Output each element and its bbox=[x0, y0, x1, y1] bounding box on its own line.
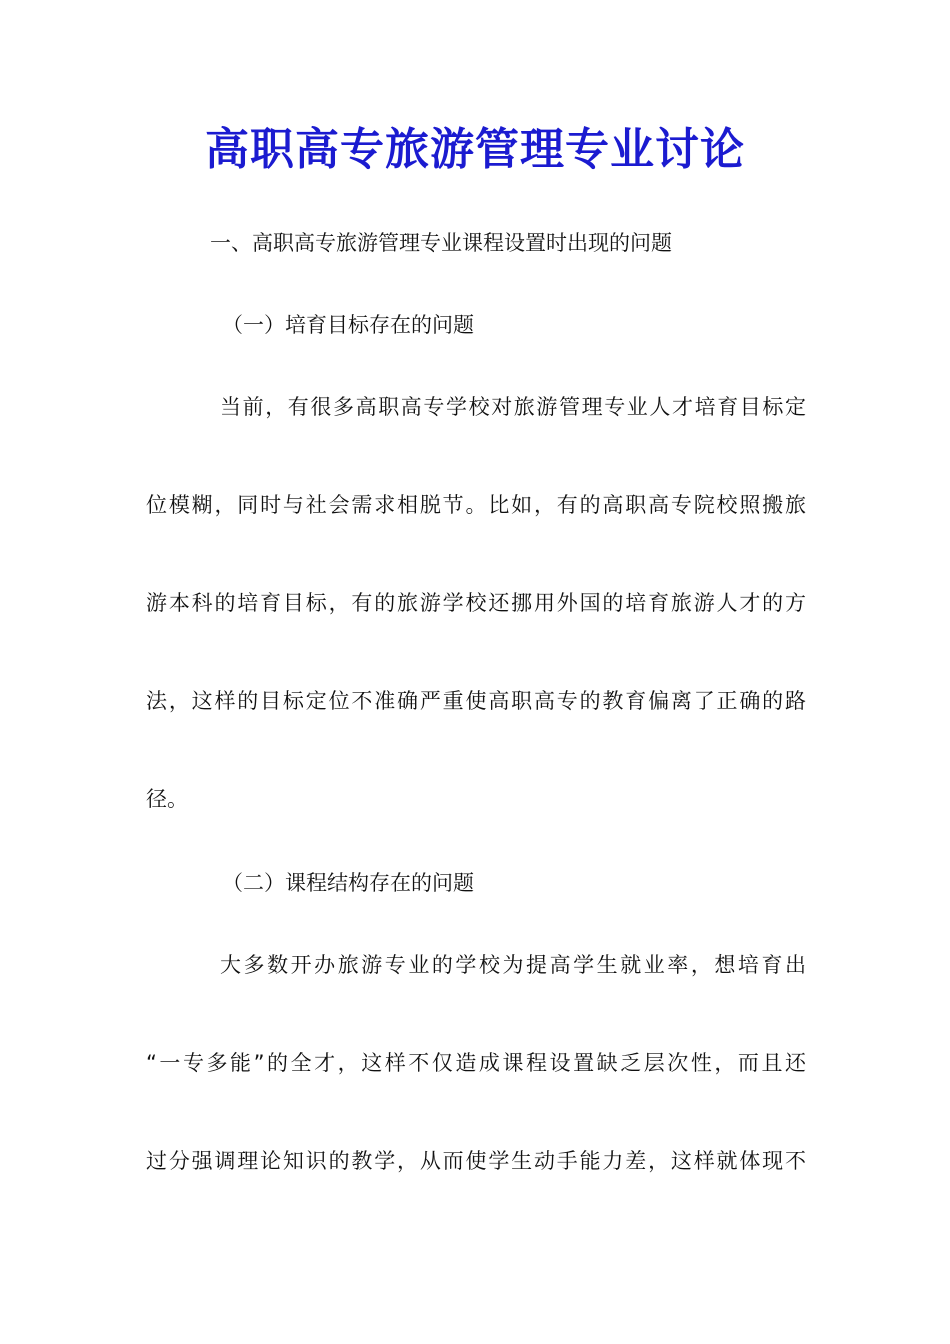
paragraph-line: 过分强调理论知识的教学，从而使学生动手能力差，这样就体现不 bbox=[146, 1149, 806, 1173]
document-title: 高职高专旅游管理专业讨论 bbox=[205, 124, 745, 175]
section-heading-1: 一、高职高专旅游管理专业课程设置时出现的问题 bbox=[210, 231, 672, 255]
paragraph-line: 大多数开办旅游专业的学校为提高学生就业率，想培育出 bbox=[220, 953, 806, 977]
paragraph-line: 法，这样的目标定位不准确严重使高职高专的教育偏离了正确的路 bbox=[146, 689, 806, 713]
subsection-heading-1: （一）培育目标存在的问题 bbox=[222, 313, 474, 337]
subsection-heading-2: （二）课程结构存在的问题 bbox=[222, 871, 474, 895]
paragraph-line: 游本科的培育目标，有的旅游学校还挪用外国的培育旅游人才的方 bbox=[146, 591, 806, 615]
paragraph-line: “一专多能”的全才，这样不仅造成课程设置缺乏层次性，而且还 bbox=[146, 1051, 806, 1075]
paragraph-line: 当前，有很多高职高专学校对旅游管理专业人才培育目标定 bbox=[220, 395, 806, 419]
paragraph-line: 径。 bbox=[146, 787, 188, 811]
paragraph-line: 位模糊，同时与社会需求相脱节。比如，有的高职高专院校照搬旅 bbox=[146, 493, 806, 517]
